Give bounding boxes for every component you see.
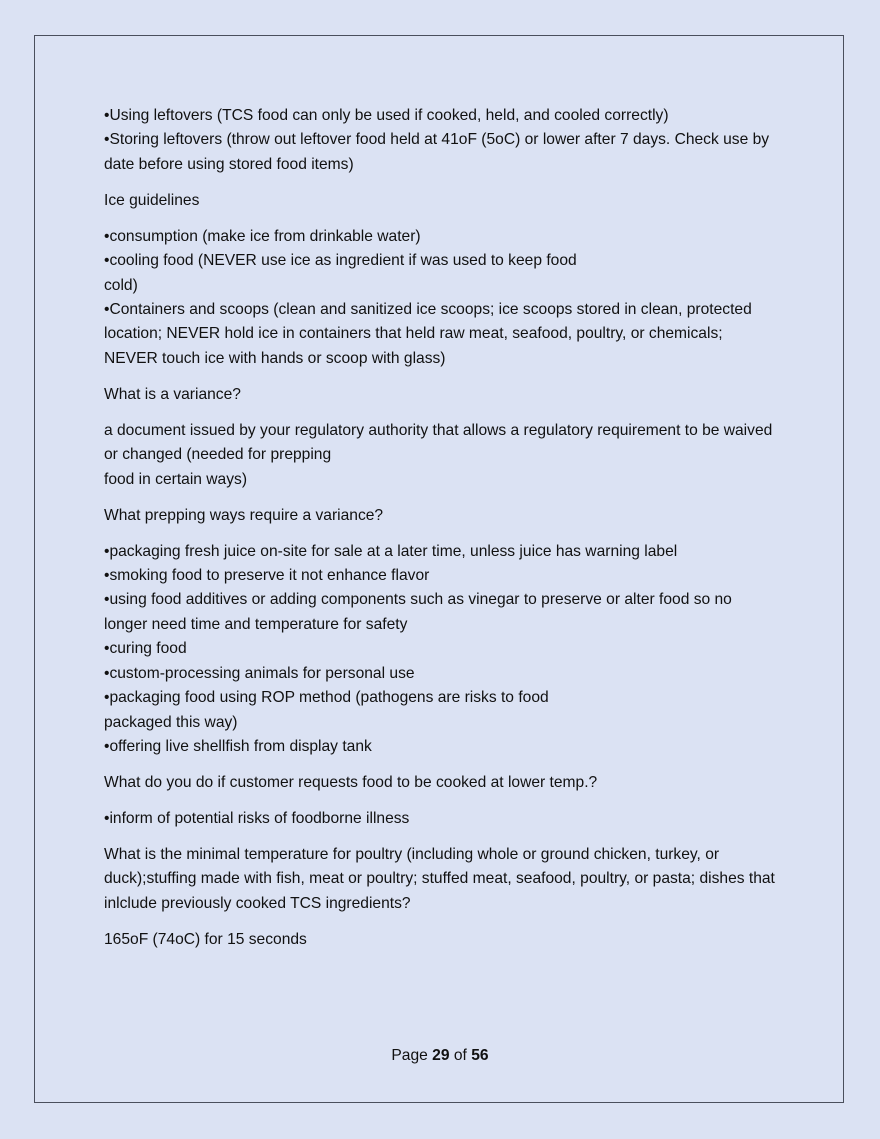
lower-temp-answer: •inform of potential risks of foodborne illness	[104, 809, 410, 827]
poultry-temp-question: What is the minimal temperature for poultry (including whole or ground chicken, turkey, or duck);stuffing made with fish, meat or poultry; stuffed meat, seafood, poultry, or pasta; dishes that inlclude previously cooked TCS ingredients?	[104, 845, 775, 912]
lower-temp-question: What do you do if customer requests food to be cooked at lower temp.?	[104, 773, 598, 791]
current-page-number: 29	[432, 1047, 450, 1064]
prepping-ways-question: What prepping ways require a variance?	[104, 506, 384, 524]
ice-guidelines-heading: Ice guidelines	[104, 191, 200, 209]
page-footer	[0, 1045, 880, 1067]
variance-answer: a document issued by your regulatory authority that allows a regulatory requirement to be waived or changed (needed for prepping food in certain ways)	[104, 421, 773, 488]
poultry-temp-answer: 165oF (74oC) for 15 seconds	[104, 930, 307, 948]
page-content	[104, 104, 776, 964]
page-word: Page	[391, 1047, 428, 1064]
leftovers-bullets: •Using leftovers (TCS food can only be used if cooked, held, and cooled correctly) •Storing leftovers (throw out leftover food held at 41oF (5oC) or lower after 7 days. Check use by date before using stored food items)	[104, 107, 770, 173]
of-word: of	[453, 1047, 467, 1064]
variance-question: What is a variance?	[104, 385, 241, 403]
prepping-ways-bullets: •packaging fresh juice on-site for sale at a later time, unless juice has warning label •smoking food to preserve it not enhance flavor •using food additives or adding components such as vinegar to preserve or alter food so no longer need time and temperature for safety •curing food •custom-processing animals for personal use •packaging food using ROP method (pathogens are risks to food packaged this way) •offering live shellfish from display tank	[104, 542, 732, 755]
ice-guidelines-bullets: •consumption (make ice from drinkable water) •cooling food (NEVER use ice as ingredient if was used to keep food cold) •Containers and scoops (clean and sanitized ice scoops; ice scoops stored in clean, protected location; NEVER hold ice in containers that held raw meat, seafood, poultry, or chemicals; NEVER touch ice with hands or scoop with glass)	[104, 227, 752, 367]
total-pages-number: 56	[471, 1047, 489, 1064]
